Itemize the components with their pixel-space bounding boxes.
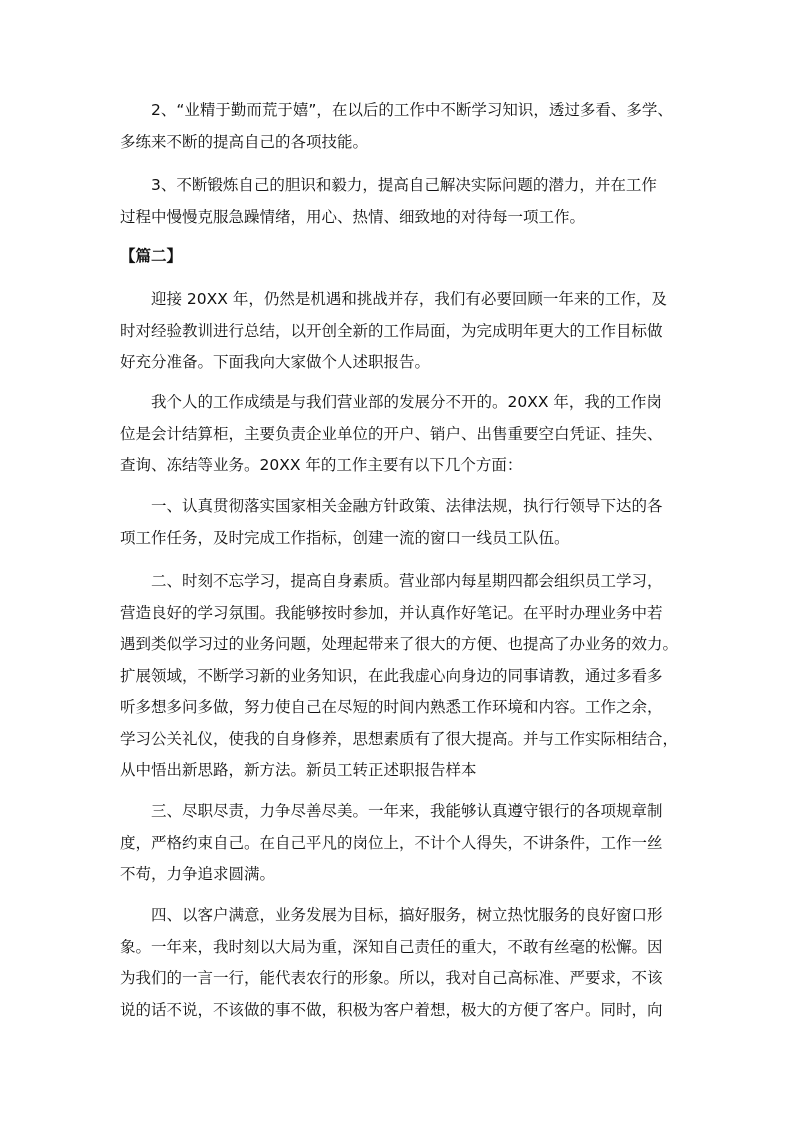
text-line: 说的话不说，不该做的事不做，积极为客户着想，极大的方便了客户。同时，向 (120, 1000, 663, 1019)
text-line: 二、时刻不忘学习，提高自身素质。营业部内每星期四都会组织员工学习， (151, 572, 663, 590)
text-line: 听多想多问多做，努力使自己在尽短的时间内熟悉工作环境和内容。工作之余， (120, 698, 663, 716)
text-line: 不苟，力争追求圆满。 (120, 865, 276, 883)
paragraph-position (120, 387, 680, 482)
text-line: 3、不断锻炼自己的胆识和毅力，提高自己解决实际问题的潜力，并在工作 (151, 176, 657, 194)
text-line: 项工作任务，及时完成工作指标，创建一流的窗口一线员工队伍。 (120, 528, 570, 547)
text-line: 学习公关礼仪，使我的自身修养，思想素质有了很大提高。并与工作实际相结合， (120, 729, 679, 748)
paragraph-point-4 (120, 900, 680, 1026)
text-line: 三、尽职尽责，力争尽善尽美。一年来，我能够认真遵守银行的各项规章制 (151, 802, 663, 820)
section-heading: 【篇二】 (120, 247, 183, 265)
paragraph-point-1 (120, 491, 680, 554)
intro-item-3 (120, 170, 680, 233)
text-line: 扩展领域，不断学习新的业务知识，在此我虚心向身边的同事请教，通过多看多 (120, 666, 663, 685)
text-line: 一、认真贯彻落实国家相关金融方针政策、法律法规，执行行领导下达的各 (151, 497, 663, 515)
text-line: 从中悟出新思路，新方法。新员工转正述职报告样本 (120, 761, 477, 779)
text-line: 2、“业精于勤而荒于嬉”，在以后的工作中不断学习知识，透过多看、多学、 (151, 101, 673, 119)
intro-item-2 (120, 95, 680, 158)
text-line: 四、以客户满意，业务发展为目标，搞好服务，树立热忱服务的良好窗口形 (151, 906, 663, 924)
text-line: 位是会计结算柜，主要负责企业单位的开户、销户、出售重要空白凭证、挂失、 (120, 424, 663, 443)
text-line: 查询、冻结等业务。20XX 年的工作主要有以下几个方面： (120, 456, 523, 474)
text-line: 多练来不断的提高自己的各项技能。 (120, 132, 369, 151)
paragraph-intro (120, 284, 680, 379)
text-line: 过程中慢慢克服急躁情绪，用心、热情、细致地的对待每一项工作。 (120, 207, 586, 226)
text-line: 遇到类似学习过的业务问题，处理起带来了很大的方便、也提高了办业务的效力。 (120, 635, 679, 653)
paragraph-point-3 (120, 796, 680, 891)
text-line: 我个人的工作成绩是与我们营业部的发展分不开的。20XX 年，我的工作岗 (151, 393, 662, 411)
text-line: 象。一年来，我时刻以大局为重，深知自己责任的重大，不敢有丝毫的松懈。因 (120, 937, 663, 956)
text-line: 好充分准备。下面我向大家做个人述职报告。 (120, 353, 431, 371)
text-line: 营造良好的学习氛围。我能够按时参加，并认真作好笔记。在平时办理业务中若 (120, 603, 663, 622)
text-line: 为我们的一言一行，能代表农行的形象。所以，我对自己高标准、严要求，不该 (120, 969, 663, 987)
text-line: 时对经验教训进行总结，以开创全新的工作局面，为完成明年更大的工作目标做 (120, 321, 663, 340)
text-line: 迎接 20XX 年，仍然是机遇和挑战并存，我们有必要回顾一年来的工作，及 (151, 290, 667, 308)
text-line: 度，严格约束自己。在自己平凡的岗位上，不计个人得失，不讲条件，工作一丝 (120, 833, 663, 852)
paragraph-point-2 (120, 566, 680, 787)
